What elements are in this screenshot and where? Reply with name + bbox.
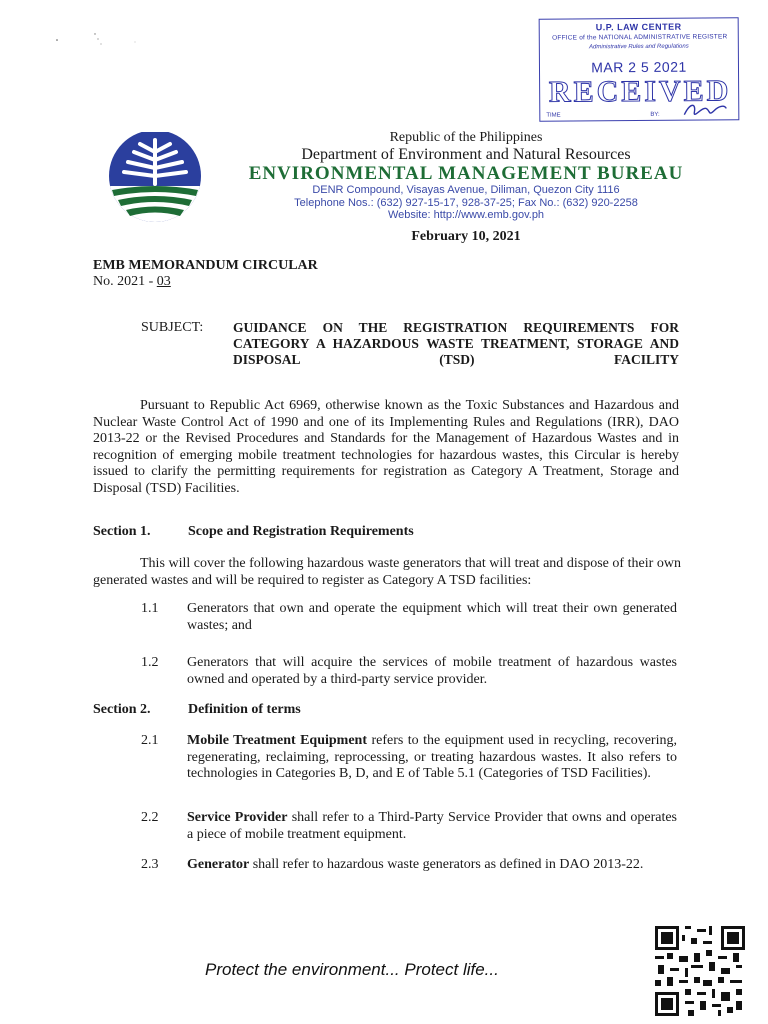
definition-term: Service Provider	[187, 810, 288, 825]
stamp-date: MAR 2 5 2021	[591, 58, 687, 76]
emb-logo-icon	[104, 132, 206, 224]
stamp-office: OFFICE of the NATIONAL ADMINISTRATIVE REGISTER	[552, 33, 728, 42]
definition-text: shall refer to hazardous waste generators as defined in DAO 2013-22.	[249, 857, 644, 872]
item-number: 2.2	[141, 810, 159, 825]
item-number: 1.2	[141, 655, 159, 670]
section-2-title: Definition of terms	[188, 702, 301, 717]
definition-text: refers to the equipment used in recycling, recovering, regenerating, reclaiming, reprocessing, or treating hazardous wastes. It also refers to technologies in Categories B, D, and E of Table 5.1 (Categories of TSD Facilities).	[187, 733, 677, 781]
qr-code-icon	[655, 926, 745, 1016]
republic-line: Republic of the Philippines	[389, 130, 543, 145]
received-stamp	[539, 17, 740, 121]
stamp-sub: Administrative Rules and Regulations	[588, 43, 689, 51]
section-2-heading	[93, 702, 301, 718]
item-number: 2.3	[141, 857, 159, 872]
item-number: 1.1	[141, 601, 159, 616]
memo-number-value: 03	[156, 274, 171, 289]
section-2-label: Section 2.	[93, 702, 151, 717]
subject-label: SUBJECT:	[141, 320, 204, 335]
stamp-received: RECEIVED	[548, 74, 732, 109]
stamp-by-label: BY:	[650, 111, 660, 118]
signature-scribble	[680, 98, 730, 120]
section-1-label: Section 1.	[93, 524, 151, 539]
definition-term: Generator	[187, 857, 250, 872]
definition-term: Mobile Treatment Equipment	[187, 733, 367, 748]
department-line: Department of Environment and Natural Resources	[301, 146, 631, 163]
memo-title: EMB MEMORANDUM CIRCULAR	[93, 258, 318, 273]
memo-date: February 10, 2021	[411, 229, 521, 244]
section-1-heading	[93, 524, 414, 540]
website-line: Website: http://www.emb.gov.ph	[387, 209, 545, 221]
intro-paragraph: Pursuant to Republic Act 6969, otherwise known as the Toxic Substances and Hazardous and Nuclear Waste Control Act of 1990 and one of its Implementing Rules and Regulations (IRR), DAO 2013-22 or the Revised Procedures and Standards for the Management of Hazardous Wastes and in recognition of emerging mobile treatment technologies for hazardous wastes, this Circular is hereby issued to clarify the permitting requirements for registration as Category A Treatment, Storage and Disposal (TSD) Facilities.	[93, 398, 679, 496]
item-text: Generators that own and operate the equipment which will treat their own generated wastes; and	[187, 601, 677, 633]
item-number: 2.1	[141, 733, 159, 748]
memo-number	[93, 274, 171, 290]
section-1-title: Scope and Registration Requirements	[188, 524, 414, 539]
phone-line: Telephone Nos.: (632) 927-15-17, 928-37-25; Fax No.: (632) 920-2258	[294, 197, 638, 209]
item-text	[187, 810, 677, 843]
section-1-paragraph: This will cover the following hazardous waste generators that will treat and dispose of their own generated wastes and will be required to register as Category A TSD facilities:	[93, 556, 681, 588]
bureau-name: ENVIRONMENTAL MANAGEMENT BUREAU	[248, 163, 684, 184]
address-line: DENR Compound, Visayas Avenue, Diliman, Quezon City 1116	[312, 184, 620, 196]
item-text: Generators that will acquire the services of mobile treatment of hazardous wastes owned and operated by a third-party service provider.	[187, 655, 677, 687]
item-text	[187, 733, 677, 783]
stamp-time-label: TIME	[546, 112, 561, 119]
definition-text: shall refer to a Third-Party Service Provider that owns and operates a piece of mobile treatment equipment.	[187, 810, 677, 842]
memo-number-prefix: No. 2021 -	[93, 274, 157, 289]
subject-text: GUIDANCE ON THE REGISTRATION REQUIREMENTS FOR CATEGORY A HAZARDOUS WASTE TREATMENT, STORAGE AND DISPOSAL (TSD) FACILITY	[233, 320, 679, 367]
stamp-org: U.P. LAW CENTER	[595, 21, 682, 33]
scan-specks	[55, 30, 145, 55]
item-text	[187, 857, 677, 874]
footer-slogan: Protect the environment... Protect life...	[205, 960, 499, 979]
